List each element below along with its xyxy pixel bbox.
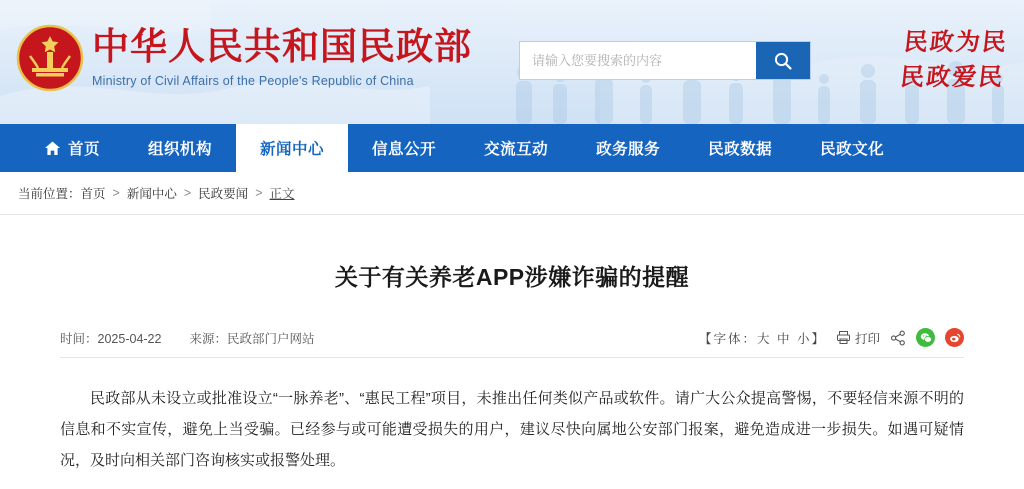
nav-item-news-center[interactable]: 新闻中心 (236, 124, 348, 172)
article-meta-left (60, 329, 315, 347)
font-size-small[interactable]: 小 (796, 331, 812, 346)
article-time-value: 2025-04-22 (97, 331, 162, 346)
article-container (0, 214, 1024, 476)
share-button[interactable] (890, 330, 906, 346)
search-icon (773, 51, 793, 71)
ministry-slogan (898, 26, 1009, 96)
breadcrumb-item-top-news[interactable]: 民政要闻 (198, 187, 249, 201)
breadcrumb-separator-2: > (183, 186, 192, 200)
nav-item-home-label: 首页 (68, 141, 101, 158)
font-size-medium[interactable]: 中 (776, 331, 792, 346)
breadcrumb-item-current: 正文 (269, 187, 295, 201)
article-meta-tools (699, 328, 964, 347)
slogan-line-1: 民政为民 (902, 30, 1010, 56)
national-emblem (16, 24, 84, 92)
print-button[interactable] (836, 329, 880, 347)
font-size-large[interactable]: 大 (756, 331, 772, 346)
font-size-control (699, 329, 826, 347)
breadcrumb-separator-3: > (255, 186, 263, 200)
site-title-cn: 中华人民共和国民政部 (92, 27, 472, 68)
article-paragraph: 民政部从未设立或批准设立“一脉养老”、“惠民工程”项目，未推出任何类似产品或软件。请广大公众提高警惕，不要轻信来源不明的信息和不实宣传，避免上当受骗。已经参与或可能遭受损失的用户，建议尽快向属地公安部门报案，避免造成进一步损失。如遇可疑情况，及时向相关部门咨询核实或报警处理。 (60, 390, 964, 469)
site-brand (92, 26, 472, 88)
breadcrumb-separator-1: > (112, 186, 120, 200)
search-input[interactable] (520, 42, 756, 79)
nav-item-information-disclosure[interactable]: 信息公开 (372, 141, 437, 158)
article-body (60, 384, 964, 476)
font-size-prefix: 【字体： (698, 331, 757, 346)
article-meta-row (60, 328, 964, 358)
share-icon (890, 330, 906, 346)
article-source-label: 来源： (189, 331, 227, 346)
nav-item-government-services[interactable]: 政务服务 (596, 141, 661, 158)
weibo-icon (949, 332, 961, 344)
nav-item-home[interactable] (28, 124, 124, 172)
article-title: 关于有关养老APP涉嫌诈骗的提醒 (334, 264, 690, 290)
article-time (60, 329, 161, 347)
search-button[interactable] (756, 42, 810, 79)
breadcrumb-label: 当前位置： (18, 187, 81, 201)
search-box[interactable] (519, 41, 811, 80)
wechat-icon (920, 332, 932, 344)
print-label: 打印 (854, 331, 880, 346)
breadcrumb (0, 172, 1024, 214)
nav-item-civil-affairs-culture[interactable]: 民政文化 (820, 141, 885, 158)
main-navigation (0, 124, 1024, 172)
article-source (189, 329, 314, 347)
site-header (0, 0, 1024, 124)
home-icon (44, 140, 61, 157)
printer-icon (836, 330, 851, 345)
nav-item-organization[interactable]: 组织机构 (148, 141, 213, 158)
article-time-label: 时间： (60, 331, 98, 346)
slogan-line-2: 民政爱民 (898, 64, 1006, 91)
nav-item-civil-affairs-data[interactable]: 民政数据 (708, 141, 773, 158)
weibo-share-button[interactable] (945, 328, 964, 347)
breadcrumb-item-news-center[interactable]: 新闻中心 (126, 187, 177, 201)
breadcrumb-item-home[interactable]: 首页 (80, 187, 106, 201)
wechat-share-button[interactable] (916, 328, 935, 347)
article-source-value: 民政部门户网站 (226, 331, 315, 346)
font-size-suffix: 】 (811, 331, 826, 346)
site-title-en: Ministry of Civil Affairs of the People's Republic of China (92, 73, 414, 88)
nav-item-interaction[interactable]: 交流互动 (484, 141, 549, 158)
